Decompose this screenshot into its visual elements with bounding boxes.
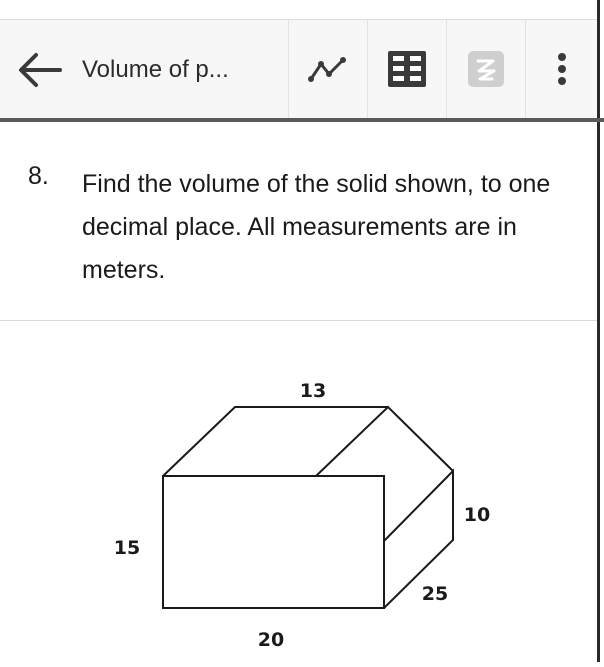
top-right-slope xyxy=(316,407,453,476)
label-left: 15 xyxy=(113,537,141,559)
solid-diagram xyxy=(0,321,597,662)
label-right: 10 xyxy=(463,504,491,526)
label-bottom: 20 xyxy=(257,629,285,651)
more-options-button[interactable] xyxy=(526,20,597,118)
right-edge-rule xyxy=(597,0,600,662)
question-panel xyxy=(0,122,597,321)
reference-table-icon xyxy=(386,49,428,89)
question-number: 8. xyxy=(28,162,49,190)
page-title: Volume of p... xyxy=(82,56,229,83)
label-depth: 25 xyxy=(421,583,449,605)
label-top: 13 xyxy=(299,380,327,402)
graph-button[interactable] xyxy=(289,20,367,118)
back-button[interactable] xyxy=(14,50,64,90)
top-left-slope xyxy=(163,407,388,476)
scratchpad-button[interactable] xyxy=(447,20,525,118)
arrow-left-icon xyxy=(14,50,64,90)
top-toolbar xyxy=(0,19,597,118)
question-text: Find the volume of the solid shown, to one decimal place. All measurements are in meters. xyxy=(82,170,551,284)
solid-figure xyxy=(0,321,597,662)
scratchpad-icon xyxy=(467,50,505,88)
graph-icon xyxy=(306,54,350,84)
front-face xyxy=(163,476,384,608)
more-vertical-icon xyxy=(556,51,568,87)
reference-button[interactable] xyxy=(368,20,446,118)
